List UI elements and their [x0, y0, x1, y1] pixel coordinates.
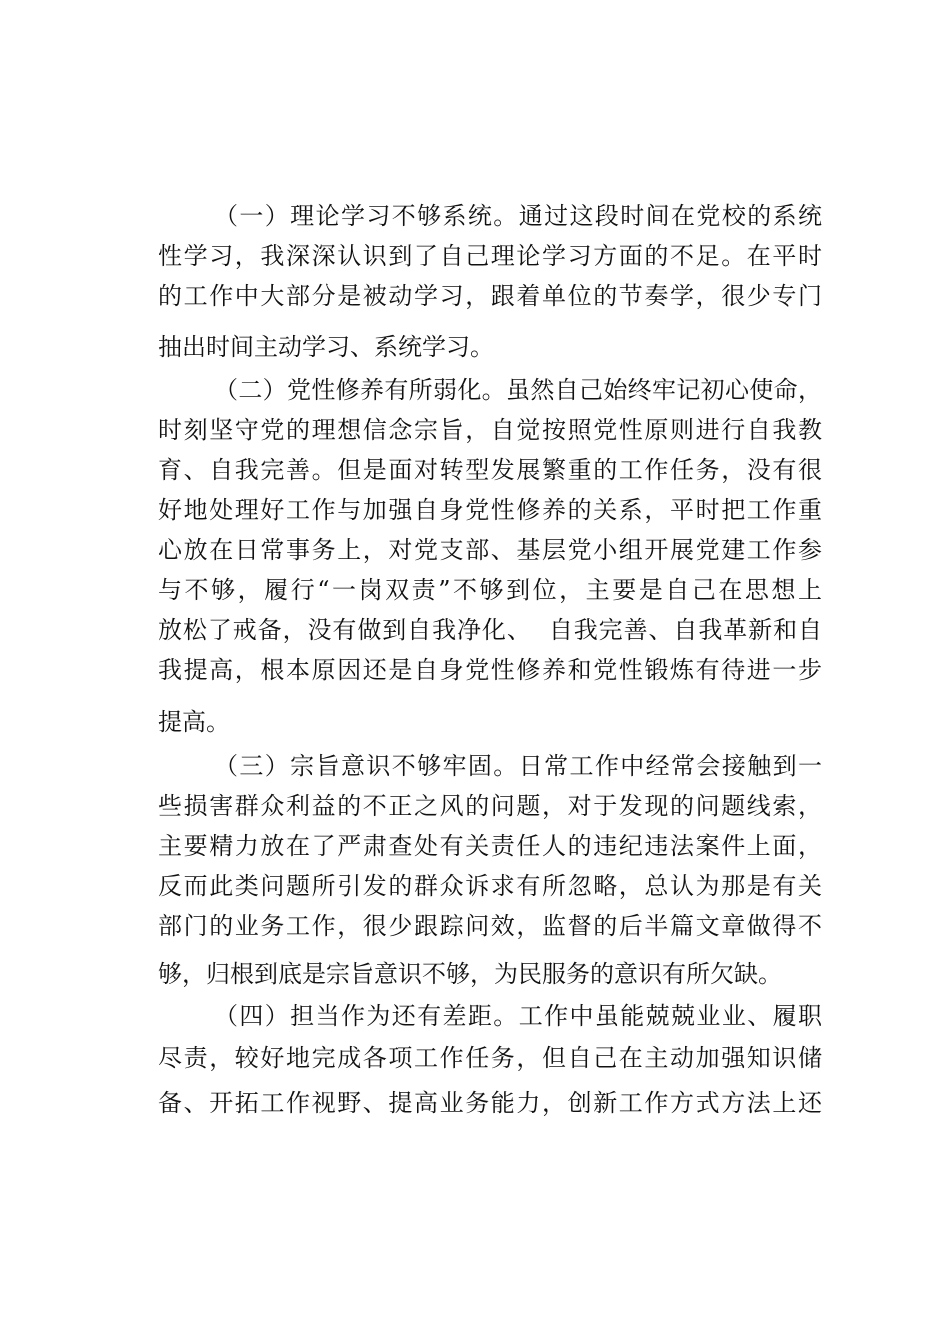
text-line: 我提高，根本原因还是自身党性修养和党性锻炼有待进一步	[158, 656, 822, 684]
text-line: （三）宗旨意识不够牢固。日常工作中经常会接触到一	[214, 752, 822, 780]
text-line: 提高。	[158, 708, 230, 736]
paragraph-purpose-awareness	[158, 746, 822, 994]
text-line: 育、自我完善。但是面对转型发展繁重的工作任务，没有很	[158, 456, 822, 484]
text-line: 主要精力放在了严肃查处有关责任人的违纪违法案件上面，	[158, 832, 822, 860]
text-line: 够，归根到底是宗旨意识不够，为民服务的意识有所欠缺。	[158, 960, 782, 988]
text-line: 放松了戒备，没有做到自我净化、 自我完善、自我革新和自	[158, 616, 822, 644]
text-line: 尽责，较好地完成各项工作任务，但自己在主动加强知识储	[158, 1044, 822, 1072]
text-line: 心放在日常事务上，对党支部、基层党小组开展党建工作参	[158, 536, 822, 564]
text-line: 的工作中大部分是被动学习，跟着单位的节奏学，很少专门	[158, 282, 822, 310]
text-line: 部门的业务工作，很少跟踪问效，监督的后半篇文章做得不	[158, 912, 822, 940]
paragraph-theory-study	[158, 196, 822, 367]
text-line: （一）理论学习不够系统。通过这段时间在党校的系统	[214, 202, 822, 230]
text-line: 好地处理好工作与加强自身党性修养的关系，平时把工作重	[158, 496, 822, 524]
paragraph-responsibility	[158, 996, 822, 1123]
text-line: 抽出时间主动学习、系统学习。	[158, 333, 494, 361]
text-line: 时刻坚守党的理想信念宗旨，自觉按照党性原则进行自我教	[158, 416, 822, 444]
text-line: 与不够，履行“一岗双责”不够到位，主要是自己在思想上	[158, 576, 822, 604]
text-line: 反而此类问题所引发的群众诉求有所忽略，总认为那是有关	[158, 872, 822, 900]
text-line: 性学习，我深深认识到了自己理论学习方面的不足。在平时	[158, 242, 822, 270]
text-line: （四）担当作为还有差距。工作中虽能兢兢业业、履职	[214, 1002, 822, 1030]
text-line: 些损害群众利益的不正之风的问题，对于发现的问题线索，	[158, 792, 822, 820]
text-line: 备、开拓工作视野、提高业务能力，创新工作方式方法上还	[158, 1089, 822, 1117]
paragraph-party-spirit	[158, 370, 822, 742]
text-line: （二）党性修养有所弱化。虽然自己始终牢记初心使命，	[214, 376, 822, 404]
